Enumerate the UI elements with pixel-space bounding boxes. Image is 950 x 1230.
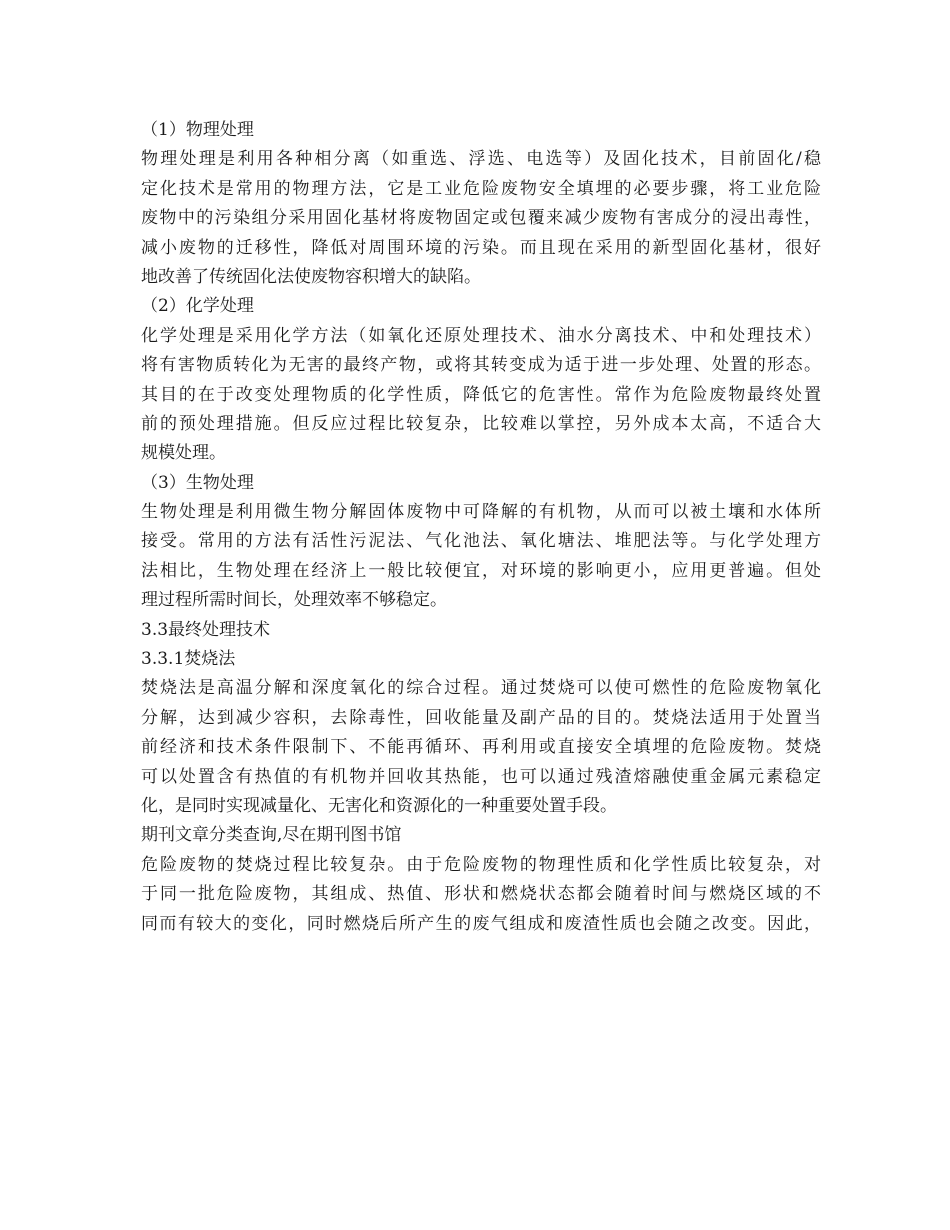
- text-line: 同而有较大的变化，同时燃烧后所产生的废气组成和废渣性质也会随之改变。因此，: [141, 913, 821, 934]
- document-body: [141, 116, 821, 939]
- text-line: 焚烧法是高温分解和深度氧化的综合过程。通过焚烧可以使可燃性的危险废物氧化: [141, 678, 821, 699]
- text-line: 危险废物的焚烧过程比较复杂。由于危险废物的物理性质和化学性质比较复杂，对: [141, 854, 821, 875]
- text-line: 期刊文章分类查询,尽在期刊图书馆: [141, 825, 402, 846]
- text-line: 将有害物质转化为无害的最终产物，或将其转变成为适于进一步处理、处置的形态。: [141, 355, 821, 376]
- text-line: 减小废物的迁移性，降低对周围环境的污染。而且现在采用的新型固化基材，很好: [141, 237, 821, 258]
- text-line: 可以处置含有热值的有机物并回收其热能，也可以通过残渣熔融使重金属元素稳定: [141, 766, 821, 787]
- text-line: 分解，达到减少容积，去除毒性，回收能量及副产品的目的。焚烧法适用于处置当: [141, 707, 821, 728]
- text-line: 3.3.1焚烧法: [141, 649, 236, 670]
- text-line: 理过程所需时间长，处理效率不够稳定。: [141, 590, 447, 611]
- text-line: 生物处理是利用微生物分解固体废物中可降解的有机物，从而可以被土壤和水体所: [141, 502, 821, 523]
- text-line: 于同一批危险废物，其组成、热值、形状和燃烧状态都会随着时间与燃烧区域的不: [141, 884, 821, 905]
- text-line: 接受。常用的方法有活性污泥法、气化池法、氧化塘法、堆肥法等。与化学处理方: [141, 531, 821, 552]
- text-line: 前的预处理措施。但反应过程比较复杂，比较难以掌控，另外成本太高，不适合大: [141, 413, 821, 434]
- text-line: 3.3最终处理技术: [141, 619, 271, 640]
- text-line: 物理处理是利用各种相分离（如重选、浮选、电选等）及固化技术，目前固化/稳: [141, 149, 821, 170]
- text-line: （1）物理处理: [141, 120, 254, 140]
- text-line: 定化技术是常用的物理方法，它是工业危险废物安全填埋的必要步骤，将工业危险: [141, 178, 821, 199]
- text-line: 化，是同时实现减量化、无害化和资源化的一种重要处置手段。: [141, 795, 617, 816]
- text-line: 规模处理。: [141, 443, 226, 464]
- text-line: 其目的在于改变处理物质的化学性质，降低它的危害性。常作为危险废物最终处置: [141, 384, 821, 405]
- text-line: （2）化学处理: [141, 296, 254, 317]
- text-line: 废物中的污染组分采用固化基材将废物固定或包覆来减少废物有害成分的浸出毒性，: [141, 208, 821, 229]
- text-line: 法相比，生物处理在经济上一般比较便宜，对环境的影响更小，应用更普遍。但处: [141, 560, 821, 581]
- text-line: 前经济和技术条件限制下、不能再循环、再利用或直接安全填埋的危险废物。焚烧: [141, 737, 821, 758]
- text-line: 化学处理是采用化学方法（如氧化还原处理技术、油水分离技术、中和处理技术）: [141, 325, 821, 346]
- text-line: （3）生物处理: [141, 472, 254, 493]
- text-line: 地改善了传统固化法使废物容积增大的缺陷。: [141, 266, 481, 287]
